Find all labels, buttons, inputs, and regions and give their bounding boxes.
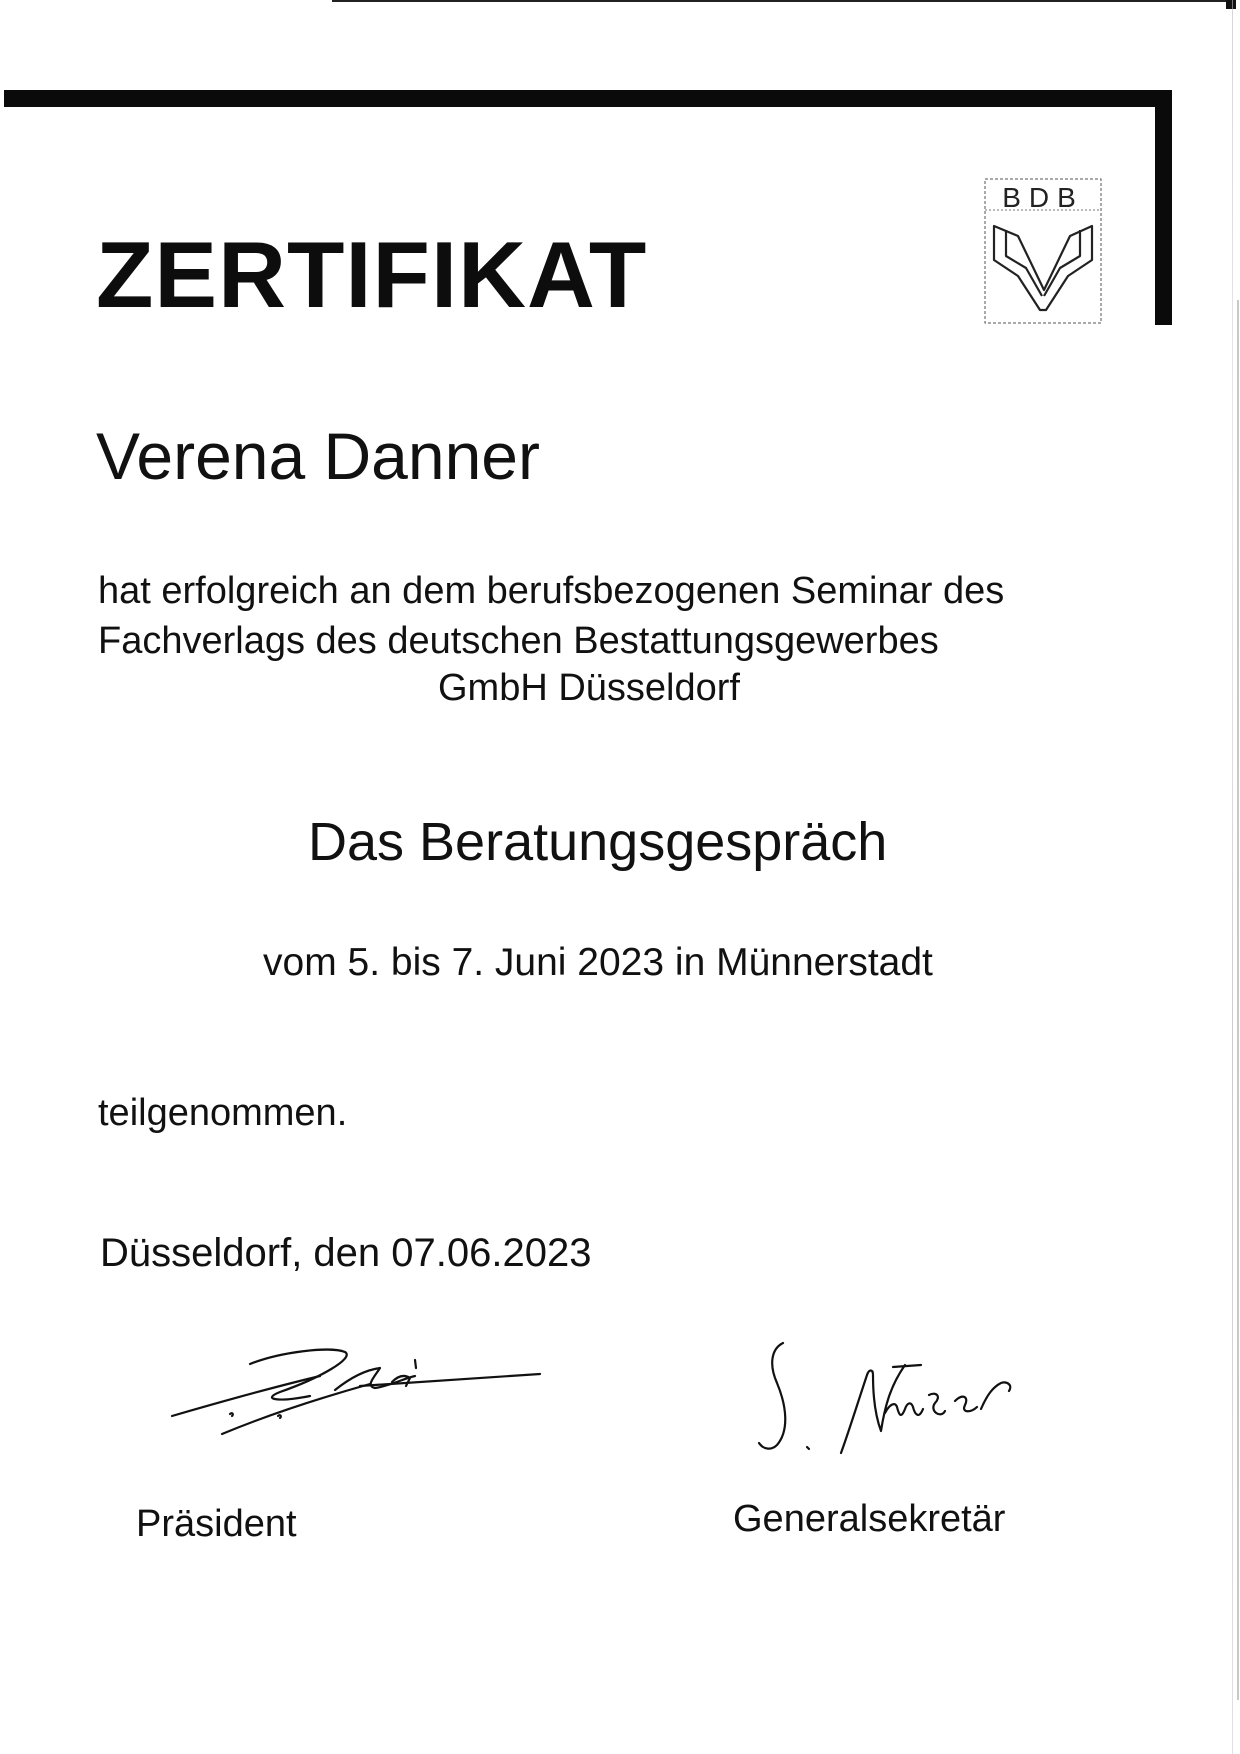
- bdb-book-icon: [994, 226, 1092, 310]
- seminar-dates-location: vom 5. bis 7. Juni 2023 in Münnerstadt: [263, 941, 933, 984]
- certificate-frame-top-bar: [4, 90, 1172, 107]
- certificate-frame-right-bar: [1155, 90, 1172, 325]
- role-secretary: Generalsekretär: [733, 1498, 1006, 1540]
- seminar-title: Das Beratungsgespräch: [308, 812, 888, 872]
- body-text-line: GmbH Düsseldorf: [438, 667, 740, 709]
- logo-text: BDB: [1002, 182, 1084, 213]
- scan-corner-mark: [1226, 0, 1236, 9]
- scan-right-edge-shadow: [1237, 300, 1239, 1700]
- scan-right-edge: [1232, 0, 1233, 1754]
- closing-text: teilgenommen.: [98, 1092, 348, 1134]
- recipient-name: Verena Danner: [96, 419, 540, 493]
- place-and-date: Düsseldorf, den 07.06.2023: [100, 1231, 592, 1275]
- handwritten-signature-secretary: [745, 1335, 1085, 1465]
- scan-edge-line: [332, 0, 1228, 2]
- body-text-line: hat erfolgreich an dem berufsbezogenen Seminar des: [98, 570, 1005, 612]
- handwritten-signature-president: [160, 1330, 560, 1460]
- body-text-line: Fachverlags des deutschen Bestattungsgewerbes: [98, 620, 939, 662]
- certificate-title: ZERTIFIKAT: [96, 222, 648, 327]
- bdb-logo: [984, 178, 1102, 324]
- role-president: Präsident: [136, 1503, 297, 1545]
